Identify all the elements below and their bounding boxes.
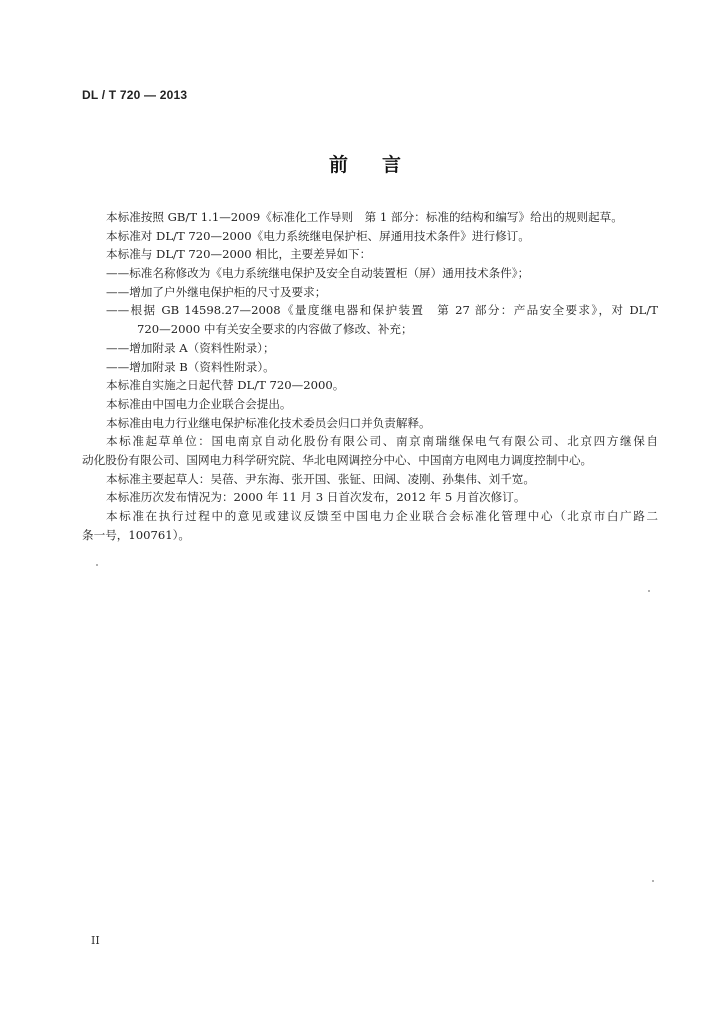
scan-speck <box>652 880 654 882</box>
paragraph-revision-note: 本标准对 DL/T 720—2000《电力系统继电保护柜、屏通用技术条件》进行修订。 <box>106 228 530 243</box>
page-number: II <box>91 934 100 947</box>
list-item-annex-a: ——增加附录 A（资料性附录）； <box>106 340 275 355</box>
paragraph-release-history: 本标准历次发布情况为：2000 年 11 月 3 日首次发布，2012 年 5 月首次修订。 <box>106 490 526 505</box>
paragraph-responsible-committee: 本标准由电力行业继电保护标准化技术委员会归口并负责解释。 <box>106 415 431 430</box>
paragraph-drafting-organizations-continued: 动化股份有限公司、国网电力科学研究院、华北电网调控分中心、中国南方电网电力调度控制中心。 <box>82 452 593 467</box>
paragraph-feedback-continued: 条一号，100761）。 <box>82 527 191 542</box>
list-item-safety-requirements-continued: 720—2000 中有关安全要求的内容做了修改、补充； <box>137 322 413 337</box>
paragraph-drafting-rules: 本标准按照 GB/T 1.1—2009《标准化工作导则 第 1 部分：标准的结构和编写》给出的规则起草。 <box>106 210 623 224</box>
paragraph-differences-intro: 本标准与 DL/T 720—2000 相比，主要差异如下： <box>106 247 372 262</box>
paragraph-drafters: 本标准主要起草人：吴蓓、尹东海、张开国、张钲、田阔、凌刚、孙集伟、刘千宽。 <box>106 471 535 486</box>
list-item-annex-b: ——增加附录 B（资料性附录）。 <box>106 359 275 374</box>
paragraph-supersedes: 本标准自实施之日起代替 DL/T 720—2000。 <box>106 378 345 393</box>
paragraph-proposed-by: 本标准由中国电力企业联合会提出。 <box>106 396 292 411</box>
standard-code-header: DL / T 720 — 2013 <box>82 88 188 102</box>
list-item-title-change: ——标准名称修改为《电力系统继电保护及安全自动装置柜（屏）通用技术条件》； <box>106 266 530 281</box>
list-item-outdoor-cabinet: ——增加了户外继电保护柜的尺寸及要求； <box>106 284 327 299</box>
paragraph-feedback: 本标准在执行过程中的意见或建议反馈至中国电力企业联合会标准化管理中心（北京市白广路二 <box>106 509 658 523</box>
page-title: 前言 <box>329 154 436 176</box>
list-item-safety-requirements: ——根据 GB 14598.27—2008《量度继电器和保护装置 第 27 部分：产品安全要求》，对 DL/T <box>106 303 658 318</box>
scan-speck <box>648 590 650 592</box>
scan-speck <box>96 564 98 566</box>
paragraph-drafting-organizations: 本标准起草单位：国电南京自动化股份有限公司、南京南瑞继保电气有限公司、北京四方继保自 <box>106 434 658 449</box>
foreword-body <box>82 208 658 544</box>
